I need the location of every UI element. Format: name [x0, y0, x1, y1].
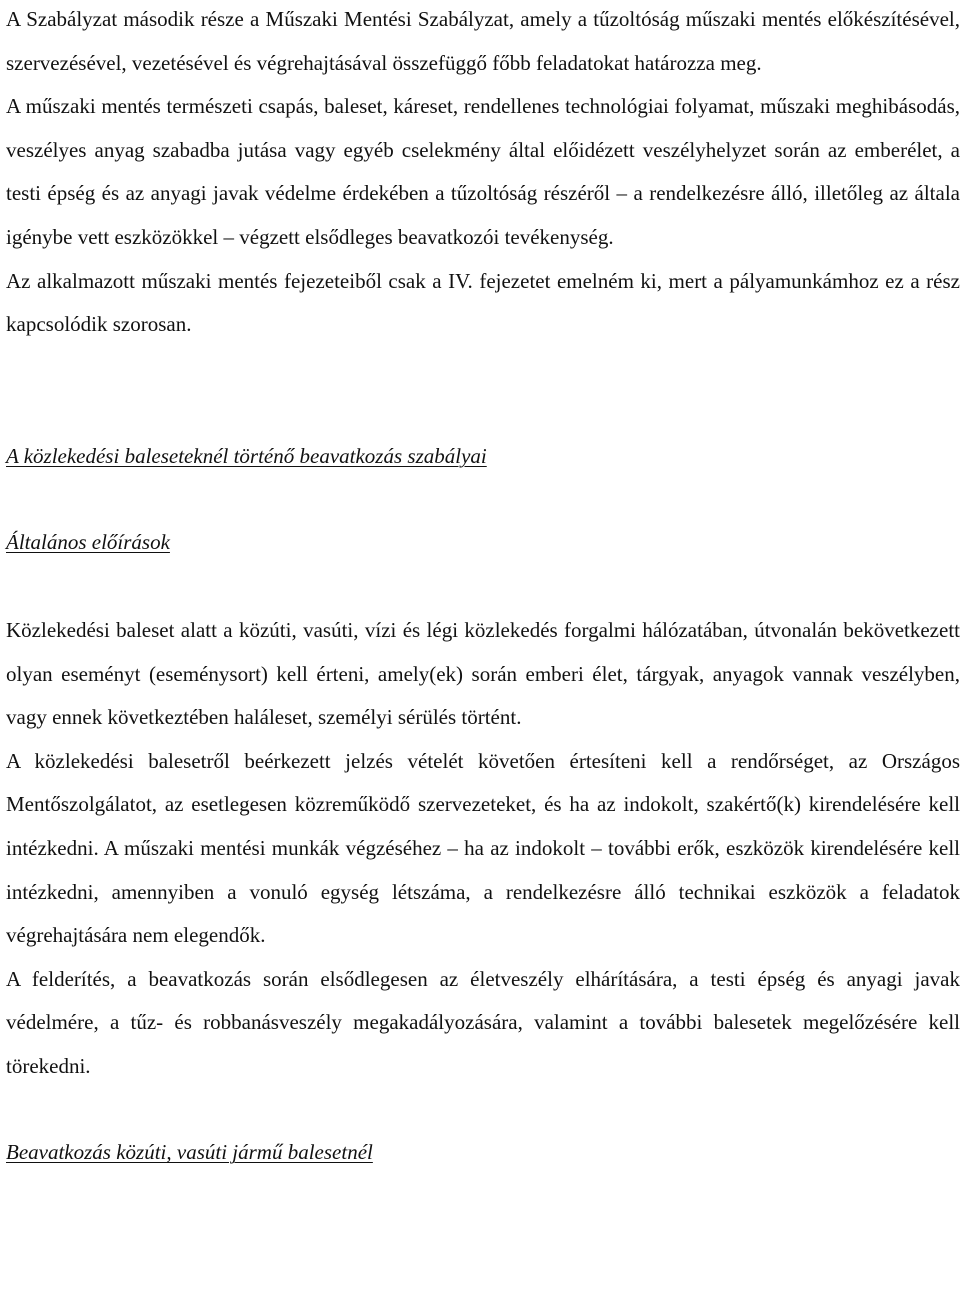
subsection-heading: Általános előírások [6, 530, 170, 555]
intro-paragraph: A műszaki mentés természeti csapás, baleset, káreset, rendellenes technológiai folyamat, műszaki meghibásodás, veszélyes anyag szabadba jutása vagy egyéb cselekmény által előidézett veszélyhelyzet során az emberélet, a testi épség és az anyagi javak védelme érdekében a tűzoltóság részéről – a rendelkezésre álló, illetőleg az általa igénybe vett eszközökkel – végzett elsődleges beavatkozói tevékenység. [6, 94, 960, 249]
spacer [6, 1088, 960, 1131]
body-paragraph: Közlekedési baleset alatt a közúti, vasúti, vízi és légi közlekedés forgalmi hálózatában, útvonalán bekövetkezett olyan eseményt (eseménysort) kell érteni, amely(ek) során emberi élet, tárgyak, anyagok vannak veszélyben, vagy ennek következtében haláleset, személyi sérülés történt. [6, 617, 960, 730]
intro-paragraph: A Szabályzat második része a Műszaki Mentési Szabályzat, amely a tűzoltóság műszaki mentés előkészítésével, szervezésével, vezetésével és végrehajtásával összefüggő főbb feladatokat határozza meg. [6, 7, 960, 75]
intro-paragraph: Az alkalmazott műszaki mentés fejezeteiből csak a IV. fejezetet emelném ki, mert a pályamunkámhoz ez a rész kapcsolódik szorosan. [6, 268, 960, 337]
final-heading: Beavatkozás közúti, vasúti jármű balesetnél [6, 1140, 373, 1165]
spacer [6, 478, 960, 521]
body-paragraph: A felderítés, a beavatkozás során elsődlegesen az életveszély elhárítására, a testi épség és anyagi javak védelmére, a tűz- és robbanásveszély megakadályozására, valamint a további balesetek megelőzésére kell törekedni. [6, 966, 960, 1078]
document-page [6, 0, 960, 1175]
spacer [6, 565, 960, 609]
body-paragraph: A közlekedési balesetről beérkezett jelzés vételét követően értesíteni kell a rendőrséget, az Országos Mentőszolgálatot, az esetlegesen közreműködő szervezeteket, és ha az indokolt, szakértő(k) kirendelésére kell intézkedni. A műszaki mentési munkák végzéséhez – ha az indokolt – további erők, eszközök kirendelésére kell intézkedni, amennyiben a vonuló egység létszáma, a rendelkezésre álló technikai eszközök a feladatok végrehajtására nem elegendők. [6, 748, 960, 948]
spacer [6, 347, 960, 435]
section-heading: A közlekedési baleseteknél történő beavatkozás szabályai [6, 443, 487, 468]
